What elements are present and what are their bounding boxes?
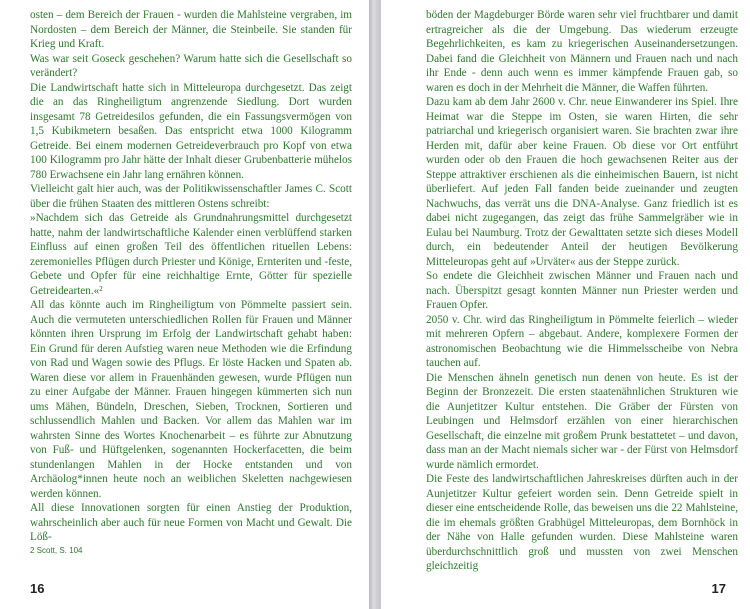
right-page-body [426,8,738,574]
paragraph: böden der Magdeburger Börde waren sehr viel fruchtbarer und damit ertragreicher als die der Umgebung. Das wiederum erzeugte Begehrlichkeiten, es kam zu kriegerischen Auseinandersetzungen. Dabei fand die Gleichheit von Männern und Frauen nach und nach ihr Ende - denn auch wenn es immer kämpfende Frauen gab, so waren es doch in der Mehrheit die Männer, die Waffen führten. [426,9,738,94]
paragraph: Was war seit Goseck geschehen? Warum hatte sich die Gesellschaft so verändert? [30,52,352,79]
left-page-body [30,8,352,545]
paragraph: All das könnte auch im Ringheiligtum von Pömmelte passiert sein. Auch die vermuteten unterschiedlichen Rollen für Frauen und Männer könnten ihren Ursprung im Erfolg der Landwirtschaft gehabt haben: Ein Grund für deren Aufstieg waren neue Methoden wie die Erfindung von Rad und Wagen sowie des Pflugs. Er löste Hacken und Spaten ab. Waren diese vor allem in Frauenhänden gewesen, wurde Pflügen nun zu einer Aufgabe der Männer. Frauen hingegen kümmerten sich nun ums Mähen, Bündeln, Dreschen, Sieben, Trocknen, Sortieren und schlussendlich Mahlen und Backen. Vor allem das Mahlen war im wahrsten Sinne des Wortes Knochenarbeit – es führte zur Abnutzung von Fuß- und Hüftgelenken, sogenannten Hockerfacetten, die beim stundenlangen Mahlen in der Hocke entstanden und von Archäolog*innen heute noch an weiblichen Skeletten nachgewiesen werden können. [30,299,352,500]
paragraph: Vielleicht galt hier auch, was der Politikwissenschaftler James C. Scott über die frühen Staaten des mittleren Ostens schreibt: [30,183,352,210]
page-number: 17 [711,581,726,596]
right-page [381,0,750,609]
paragraph: Die Landwirtschaft hatte sich in Mitteleuropa durchgesetzt. Das zeigt die an das Ringheiligtum angrenzende Siedlung. Dort wurden insgesamt 78 Getreidesilos gefunden, die ein Fassungsvermögen von 1,5 Kubikmetern besaßen. Das entspricht etwa 1000 Kilogramm Getreide. Bei einem modernen Getreideverbrauch pro Kopf von etwa 100 Kilogramm pro Jahr hätte der Inhalt dieser Grubenbatterie mühelos 780 Erwachsene ein Jahr lang ernähren können. [30,81,352,181]
paragraph: Dazu kam ab dem Jahr 2600 v. Chr. neue Einwanderer ins Spiel. Ihre Heimat war die Steppe im Osten, sie waren Hirten, die sehr patriarchal und kriegerisch organisiert waren. Sie brachten zwar ihre Herden mit, dafür aber keine Frauen. Ob diese vor Ort entführt wurden oder ob den Frauen die hoch gewachsenen Reiter aus der Steppe attraktiver erschienen als die einheimischen Bauern, ist nicht überliefert. Auf jeden Fall fanden beide zueinander und zeugten Nachwuchs, das verrät uns die DNA-Analyse. Ganz friedlich ist es dabei nicht zugegangen, das zeigt das frühe Sammelgräber wie in Eulau bei Naumburg. Trotz der Gewalttaten setzte sich dieses Modell durch, ein bedeutender Anteil der heutigen Bevölkerung Mitteleuropas geht auf »Urväter« aus der Steppe zurück. [426,96,738,268]
page-number: 16 [30,581,45,596]
left-page [0,0,369,609]
paragraph: Die Feste des landwirtschaftlichen Jahreskreises dürften auch in der Aunjetitzer Kultur gefeiert worden sein. Denn Getreide spielt in dieser eine entscheidende Rolle, das beweisen uns die 22 Mahlsteine, die im ehemals größten Grabhügel Mitteleuropas, dem Bornhöck in der Nähe von Halle gefunden wurden. Diese Mahlsteine waren überdurchschnittlich groß und mussten von zwei Menschen gleichzeitig [426,473,738,572]
paragraph: 2050 v. Chr. wird das Ringheiligtum in Pömmelte feierlich – wieder mit mehreren Opfern – abgebaut. Andere, komplexere Formen der astronomischen Beobachtung wie die Himmelsscheibe von Nebra tauchen auf. [426,313,738,369]
quote-paragraph: »Nachdem sich das Getreide als Grundnahrungsmittel durchgesetzt hatte, nahm der landwirtschaftliche Kalender einen verblüffend starken Einfluss auf einen großen Teil des öffentlichen rituellen Lebens: zeremonielles Pflügen durch Priester und Könige, Ernteriten und -feste, Gebete und Opfer für eine reichhaltige Ernte, Götter für spezielle Getreidearten.«² [30,212,352,297]
paragraph: osten – dem Bereich der Frauen - wurden die Mahlsteine vergraben, im Nordosten – dem Bereich der Männer, die Steinbeile. Sie standen für Krieg und Kraft. [30,9,352,50]
paragraph: All diese Innovationen sorgten für einen Anstieg der Produktion, wahrscheinlich aber auch für neue Formen von Macht und Gewalt. Die Löß- [30,502,352,543]
footnote: 2 Scott, S. 104 [30,546,83,555]
book-gutter [369,0,381,609]
paragraph: So endete die Gleichheit zwischen Männer und Frauen nach und nach. Überspitzt gesagt konnten Männer nun Priester werden und Frauen Opfer. [426,270,738,311]
paragraph: Die Menschen ähneln genetisch nun denen von heute. Es ist der Beginn der Bronzezeit. Die ersten staatenähnlichen Strukturen wie die Aunjetitzer Kultur entstehen. Die Gräber der Fürsten von Leubingen und Helmsdorf erzählen von einer hierarchischen Gesellschaft, die einzelne mit großem Prunk bestattetet – und davon, dass man an der Macht niemals sicher war - der Fürst von Helmsdorf wurde nämlich ermordet. [426,371,738,471]
